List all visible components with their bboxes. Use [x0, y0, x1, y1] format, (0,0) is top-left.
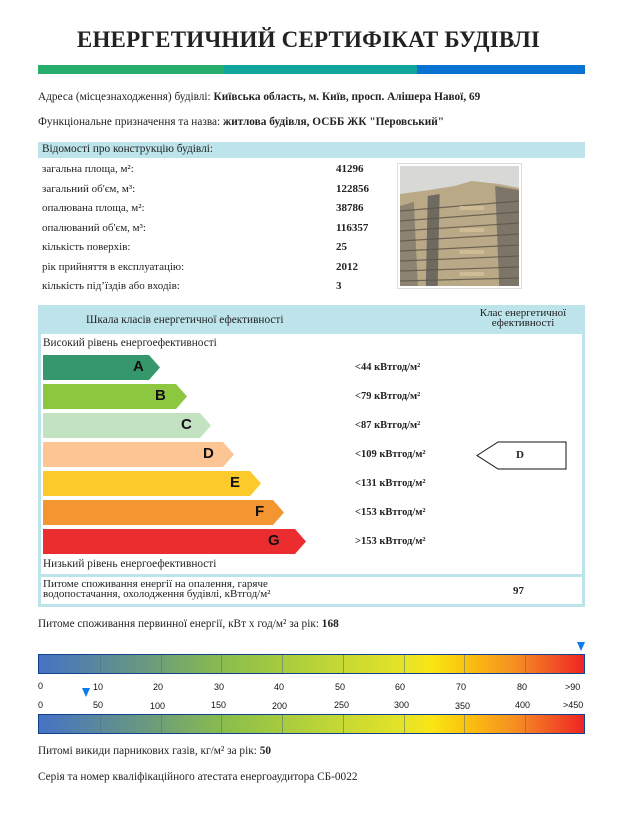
header-stripe [38, 65, 585, 74]
bottom-gauge-tick-label: 250 [334, 700, 350, 710]
low-efficiency-label: Низький рівень енергоефективності [43, 558, 217, 570]
bottom-gauge-tick-label: 150 [211, 700, 227, 710]
building-image [400, 166, 519, 286]
construction-row-value: 116357 [336, 222, 369, 234]
auditor-certificate: Серія та номер кваліфікаційного атестата енергоаудитора СБ-0022 [38, 771, 358, 783]
top-gauge-tick-label: 10 [93, 682, 104, 692]
top-gauge-tick-label: 70 [456, 682, 467, 692]
gauge-divider [282, 655, 283, 673]
construction-row-label: опалюваний об'єм, м³: [42, 222, 146, 234]
energy-class-range: <79 кВтгод/м² [355, 391, 421, 402]
construction-row-value: 25 [336, 241, 347, 253]
gauge-divider [161, 715, 162, 733]
gauge-divider [100, 655, 101, 673]
top-gauge-tick-label: 40 [274, 682, 285, 692]
top-gauge-marker-icon [577, 642, 585, 651]
top-gauge-tick-label: >90 [565, 682, 581, 692]
specific-consumption-label [43, 579, 270, 599]
purpose-line [38, 116, 444, 128]
energy-class-letter: D [203, 445, 214, 462]
class-header-line1: Клас енергетичної [479, 307, 567, 319]
gauge-divider [404, 715, 405, 733]
top-gauge-tick-label: 50 [335, 682, 346, 692]
top-gauge-tick-label: 0 [38, 681, 44, 691]
scale-divider [38, 574, 585, 577]
energy-class-letter: C [181, 416, 192, 433]
primary-energy-label: Питоме споживання первинної енергії, кВт х год/м² за рік: [38, 618, 322, 630]
construction-row-value: 38786 [336, 202, 364, 214]
scale-header-title: Шкала класів енергетичної ефективності [86, 314, 284, 326]
address-label: Адреса (місцезнаходження) будівлі: [38, 91, 214, 103]
gauge-divider [525, 715, 526, 733]
building-photo [397, 163, 522, 289]
gauge-divider [161, 655, 162, 673]
top-gauge-tick-label: 20 [153, 682, 164, 692]
class-header-title [460, 308, 586, 328]
energy-class-range: <131 кВтгод/м² [355, 478, 426, 489]
purpose-label: Функціональне призначення та назва: [38, 116, 223, 128]
stripe-teal [224, 65, 417, 74]
building-class-value: D [516, 449, 524, 461]
construction-row-label: кількість під’їздів або входів: [42, 280, 180, 292]
top-gauge-tick-label: 60 [395, 682, 406, 692]
gauge-divider [221, 655, 222, 673]
bottom-gauge-tick-label: 100 [150, 701, 166, 711]
bottom-gauge-marker-icon [82, 688, 90, 697]
construction-row-value: 41296 [336, 163, 364, 175]
gauge-divider [343, 655, 344, 673]
energy-class-letter: F [255, 503, 265, 520]
energy-class-range: <109 кВтгод/м² [355, 449, 426, 460]
bottom-gauge-tick-label: 0 [38, 700, 44, 710]
specific-label-line2: водопостачання, охолодження будівлі, кВтгод/м² [43, 588, 271, 600]
gauge-divider [100, 715, 101, 733]
emissions-line [38, 745, 271, 757]
gauge-divider [464, 655, 465, 673]
energy-class-letter: E [230, 474, 241, 491]
bottom-gauge-tick-label: 350 [455, 701, 471, 711]
gauge-divider [525, 655, 526, 673]
bottom-gauge-tick-label: >450 [563, 700, 584, 710]
bottom-gauge-bar [38, 714, 585, 734]
construction-row-value: 2012 [336, 261, 358, 273]
energy-class-bar-e [43, 471, 261, 496]
specific-consumption-value: 97 [513, 585, 524, 597]
energy-class-bar-a [43, 355, 160, 380]
construction-row-label: загальний об'єм, м³: [42, 183, 136, 195]
energy-class-range: <44 кВтгод/м² [355, 362, 421, 373]
energy-class-bar-b [43, 384, 187, 409]
purpose-value: житлова будівля, ОСББ ЖК "Перовський" [223, 116, 445, 128]
energy-class-range: <87 кВтгод/м² [355, 420, 421, 431]
stripe-green [38, 65, 224, 74]
construction-row-label: опалювана площа, м²: [42, 202, 145, 214]
address-value: Київська область, м. Київ, просп. Алішера Навої, 69 [213, 91, 481, 103]
emissions-label: Питомі викиди парникових газів, кг/м² за рік: [38, 745, 260, 757]
gauge-divider [221, 715, 222, 733]
specific-label-line1: Питоме споживання енергії на опалення, гаряче [43, 578, 268, 590]
energy-class-bar-c [43, 413, 211, 438]
page-title: ЕНЕРГЕТИЧНИЙ СЕРТИФІКАТ БУДІВЛІ [76, 27, 541, 52]
address-line [38, 91, 480, 103]
energy-class-bar-d [43, 442, 234, 467]
bottom-gauge-tick-label: 50 [93, 700, 104, 710]
energy-class-range: >153 кВтгод/м² [355, 536, 426, 547]
energy-class-letter: G [268, 532, 280, 549]
class-header-line2: ефективності [491, 317, 555, 329]
emissions-value: 50 [259, 745, 271, 757]
primary-energy-value: 168 [321, 618, 339, 630]
stripe-blue [417, 65, 585, 74]
top-gauge-tick-label: 80 [517, 682, 528, 692]
construction-row-value: 122856 [336, 183, 369, 195]
construction-header: Відомості про конструкцію будівлі: [38, 142, 585, 158]
bottom-gauge-tick-label: 300 [394, 700, 410, 710]
construction-row-value: 3 [336, 280, 342, 292]
primary-energy-line [38, 618, 339, 630]
construction-row-label: загальна площа, м²: [42, 163, 134, 175]
energy-class-range: <153 кВтгод/м² [355, 507, 426, 518]
top-gauge-tick-label: 30 [214, 682, 225, 692]
bottom-gauge-tick-label: 400 [515, 700, 531, 710]
construction-row-label: кількість поверхів: [42, 241, 131, 253]
high-efficiency-label: Високий рівень енергоефективності [43, 337, 217, 349]
construction-row-label: рік прийняття в експлуатацію: [42, 261, 185, 273]
top-gauge-bar [38, 654, 585, 674]
bottom-gauge-tick-label: 200 [272, 701, 288, 711]
gauge-divider [343, 715, 344, 733]
gauge-divider [464, 715, 465, 733]
energy-class-bar-g [43, 529, 306, 554]
gauge-divider [404, 655, 405, 673]
energy-class-letter: A [133, 358, 144, 375]
energy-class-bar-f [43, 500, 284, 525]
gauge-divider [282, 715, 283, 733]
energy-class-letter: B [155, 387, 166, 404]
